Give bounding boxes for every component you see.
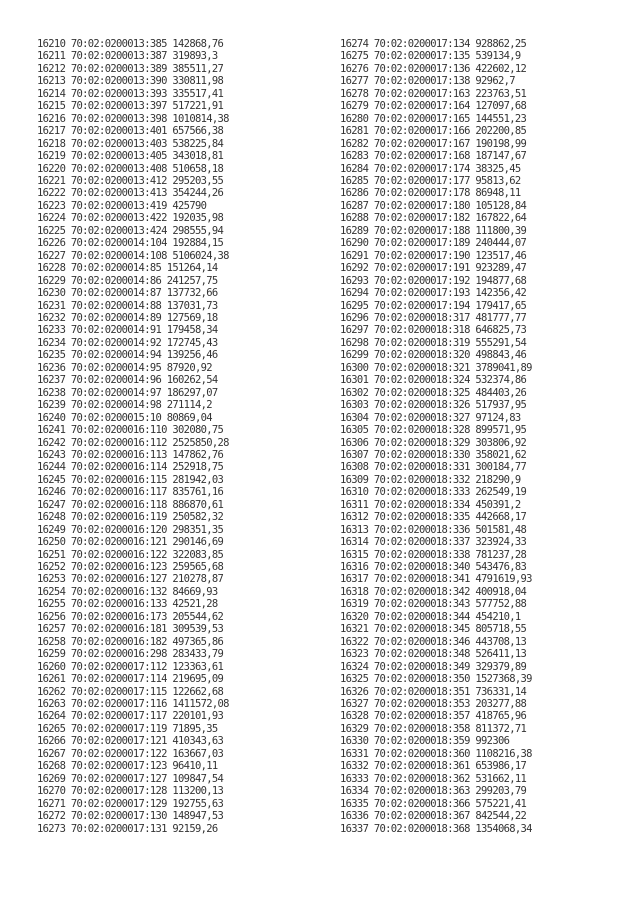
table-row	[37, 449, 329, 461]
table-row	[37, 561, 329, 573]
row-text: 16262 70:02:0200017:115 122662,68	[37, 685, 224, 698]
table-row	[37, 549, 329, 561]
table-row	[340, 187, 632, 199]
table-row	[340, 349, 632, 361]
row-text: 16293 70:02:0200017:192 194877,68	[340, 274, 527, 287]
row-text: 16313 70:02:0200018:336 501581,48	[340, 523, 527, 536]
row-text: 16295 70:02:0200017:194 179417,65	[340, 299, 527, 312]
table-row	[37, 187, 329, 199]
table-row	[340, 63, 632, 75]
row-text: 16286 70:02:0200017:178 86948,11	[340, 187, 521, 200]
table-row	[340, 150, 632, 162]
table-row	[37, 237, 329, 249]
table-row	[340, 250, 632, 262]
row-text: 16308 70:02:0200018:331 300184,77	[340, 461, 527, 474]
row-text: 16210 70:02:0200013:385 142868,76	[37, 38, 224, 50]
row-text: 16217 70:02:0200013:401 657566,38	[37, 125, 224, 138]
row-text: 16291 70:02:0200017:190 123517,46	[340, 249, 527, 262]
table-row	[37, 88, 329, 100]
row-text: 16316 70:02:0200018:340 543476,83	[340, 561, 527, 574]
row-text: 16267 70:02:0200017:122 163667,03	[37, 747, 224, 760]
table-row	[37, 100, 329, 112]
table-row	[340, 698, 632, 710]
table-row	[37, 636, 329, 648]
table-row	[340, 536, 632, 548]
table-row	[37, 374, 329, 386]
row-text: 16233 70:02:0200014:91 179458,34	[37, 324, 218, 337]
row-text: 16298 70:02:0200018:319 555291,54	[340, 336, 527, 349]
table-row	[340, 486, 632, 498]
row-text: 16224 70:02:0200013:422 192035,98	[37, 212, 224, 225]
row-text: 16330 70:02:0200018:359 992306	[340, 735, 510, 748]
table-row	[340, 474, 632, 486]
table-row	[37, 611, 329, 623]
table-row	[37, 337, 329, 349]
row-text: 16215 70:02:0200013:397 517221,91	[37, 100, 224, 113]
table-row	[37, 437, 329, 449]
row-text: 16299 70:02:0200018:320 498843,46	[340, 349, 527, 362]
table-row	[340, 113, 632, 125]
table-row	[37, 63, 329, 75]
row-text: 16327 70:02:0200018:353 203277,88	[340, 698, 527, 711]
table-row	[37, 773, 329, 785]
row-text: 16280 70:02:0200017:165 144551,23	[340, 112, 527, 125]
table-row	[37, 735, 329, 747]
table-row	[37, 287, 329, 299]
row-text: 16284 70:02:0200017:174 38325,45	[340, 162, 521, 175]
row-text: 16229 70:02:0200014:86 241257,75	[37, 274, 218, 287]
table-row	[37, 312, 329, 324]
table-row	[340, 312, 632, 324]
table-row	[37, 524, 329, 536]
row-text: 16322 70:02:0200018:346 443708,13	[340, 635, 527, 648]
table-row	[340, 287, 632, 299]
table-row	[340, 212, 632, 224]
row-text: 16272 70:02:0200017:130 148947,53	[37, 810, 224, 823]
table-row	[340, 723, 632, 735]
table-row	[37, 723, 329, 735]
table-row	[37, 349, 329, 361]
table-row	[340, 38, 632, 50]
table-row	[37, 486, 329, 498]
table-row	[37, 212, 329, 224]
row-text: 16265 70:02:0200017:119 71895,35	[37, 722, 218, 735]
table-row	[340, 262, 632, 274]
table-row	[37, 75, 329, 87]
row-text: 16309 70:02:0200018:332 218290,9	[340, 473, 521, 486]
row-text: 16253 70:02:0200016:127 210278,87	[37, 573, 224, 586]
row-text: 16311 70:02:0200018:334 450391,2	[340, 498, 521, 511]
table-row	[340, 735, 632, 747]
row-text: 16211 70:02:0200013:387 319893,3	[37, 50, 218, 63]
table-row	[37, 499, 329, 511]
row-text: 16331 70:02:0200018:360 1108216,38	[340, 747, 532, 760]
row-text: 16304 70:02:0200018:327 97124,83	[340, 411, 521, 424]
row-text: 16230 70:02:0200014:87 137732,66	[37, 287, 218, 300]
table-row	[340, 374, 632, 386]
table-row	[340, 337, 632, 349]
table-row	[37, 250, 329, 262]
table-row	[340, 125, 632, 137]
row-text: 16310 70:02:0200018:333 262549,19	[340, 486, 527, 499]
row-text: 16306 70:02:0200018:329 303806,92	[340, 436, 527, 449]
row-text: 16260 70:02:0200017:112 123363,61	[37, 660, 224, 673]
row-text: 16275 70:02:0200017:135 539134,9	[340, 50, 521, 63]
row-text: 16252 70:02:0200016:123 259565,68	[37, 561, 224, 574]
table-row	[340, 275, 632, 287]
row-text: 16321 70:02:0200018:345 805718,55	[340, 623, 527, 636]
table-row	[37, 275, 329, 287]
row-text: 16268 70:02:0200017:123 96410,11	[37, 760, 218, 773]
row-text: 16271 70:02:0200017:129 192755,63	[37, 797, 224, 810]
row-text: 16219 70:02:0200013:405 343018,81	[37, 150, 224, 163]
row-text: 16257 70:02:0200016:181 309539,53	[37, 623, 224, 636]
row-text: 16263 70:02:0200017:116 1411572,08	[37, 698, 229, 711]
table-row	[37, 324, 329, 336]
table-row	[37, 648, 329, 660]
table-row	[340, 760, 632, 772]
table-row	[37, 399, 329, 411]
table-row	[340, 785, 632, 797]
table-row	[340, 200, 632, 212]
row-text: 16235 70:02:0200014:94 139256,46	[37, 349, 218, 362]
row-text: 16303 70:02:0200018:326 517937,95	[340, 399, 527, 412]
row-text: 16227 70:02:0200014:108 5106024,38	[37, 249, 229, 262]
row-text: 16318 70:02:0200018:342 400918,04	[340, 585, 527, 598]
table-row	[340, 686, 632, 698]
table-row	[340, 611, 632, 623]
table-row	[340, 823, 632, 835]
table-row	[37, 150, 329, 162]
row-text: 16317 70:02:0200018:341 4791619,93	[340, 573, 532, 586]
table-row	[340, 810, 632, 822]
table-row	[37, 573, 329, 585]
table-row	[37, 262, 329, 274]
table-row	[340, 798, 632, 810]
row-text: 16225 70:02:0200013:424 298555,94	[37, 224, 224, 237]
table-row	[340, 586, 632, 598]
table-row	[340, 623, 632, 635]
table-row	[37, 362, 329, 374]
table-row	[37, 163, 329, 175]
table-row	[340, 324, 632, 336]
row-text: 16238 70:02:0200014:97 186297,07	[37, 386, 218, 399]
row-text: 16242 70:02:0200016:112 2525850,28	[37, 436, 229, 449]
row-text: 16213 70:02:0200013:390 330811,98	[37, 75, 224, 88]
row-text: 16288 70:02:0200017:182 167822,64	[340, 212, 527, 225]
row-text: 16226 70:02:0200014:104 192884,15	[37, 237, 224, 250]
row-text: 16221 70:02:0200013:412 295203,55	[37, 174, 224, 187]
table-row	[340, 748, 632, 760]
row-text: 16264 70:02:0200017:117 220101,93	[37, 710, 224, 723]
table-row	[37, 598, 329, 610]
table-row	[340, 399, 632, 411]
table-row	[340, 237, 632, 249]
table-row	[37, 698, 329, 710]
row-text: 16248 70:02:0200016:119 250582,32	[37, 511, 224, 524]
table-row	[340, 100, 632, 112]
row-text: 16223 70:02:0200013:419 425790	[37, 199, 207, 212]
table-row	[340, 88, 632, 100]
row-text: 16290 70:02:0200017:189 240444,07	[340, 237, 527, 250]
row-text: 16270 70:02:0200017:128 113200,13	[37, 785, 224, 798]
table-row	[340, 549, 632, 561]
row-text: 16333 70:02:0200018:362 531662,11	[340, 772, 527, 785]
row-text: 16236 70:02:0200014:95 87920,92	[37, 361, 212, 374]
row-text: 16285 70:02:0200017:177 95813,62	[340, 174, 521, 187]
row-text: 16297 70:02:0200018:318 646825,73	[340, 324, 527, 337]
table-row	[37, 673, 329, 685]
row-text: 16289 70:02:0200017:188 111800,39	[340, 224, 527, 237]
row-text: 16231 70:02:0200014:88 137031,73	[37, 299, 218, 312]
row-text: 16305 70:02:0200018:328 899571,95	[340, 424, 527, 437]
row-text: 16222 70:02:0200013:413 354244,26	[37, 187, 224, 200]
table-row	[340, 511, 632, 523]
table-row	[340, 387, 632, 399]
table-row	[340, 424, 632, 436]
row-text: 16251 70:02:0200016:122 322083,85	[37, 548, 224, 561]
row-text: 16245 70:02:0200016:115 281942,03	[37, 473, 224, 486]
table-row	[37, 461, 329, 473]
table-row	[340, 499, 632, 511]
row-text: 16328 70:02:0200018:357 418765,96	[340, 710, 527, 723]
right-column	[340, 38, 632, 835]
row-text: 16325 70:02:0200018:350 1527368,39	[340, 673, 532, 686]
row-text: 16294 70:02:0200017:193 142356,42	[340, 287, 527, 300]
row-text: 16273 70:02:0200017:131 92159,26	[37, 822, 218, 835]
table-row	[37, 798, 329, 810]
row-text: 16241 70:02:0200016:110 302080,75	[37, 424, 224, 437]
row-text: 16261 70:02:0200017:114 219695,09	[37, 673, 224, 686]
table-row	[37, 810, 329, 822]
row-text: 16336 70:02:0200018:367 842544,22	[340, 810, 527, 823]
table-row	[340, 163, 632, 175]
row-text: 16278 70:02:0200017:163 223763,51	[340, 87, 527, 100]
table-row	[37, 125, 329, 137]
table-row	[340, 673, 632, 685]
table-row	[37, 710, 329, 722]
row-text: 16334 70:02:0200018:363 299203,79	[340, 785, 527, 798]
table-row	[37, 686, 329, 698]
row-text: 16254 70:02:0200016:132 84669,93	[37, 585, 218, 598]
row-text: 16216 70:02:0200013:398 1010814,38	[37, 112, 229, 125]
table-row	[37, 424, 329, 436]
row-text: 16320 70:02:0200018:344 454210,1	[340, 610, 521, 623]
row-text: 16329 70:02:0200018:358 811372,71	[340, 722, 527, 735]
table-row	[37, 113, 329, 125]
table-row	[37, 200, 329, 212]
row-text: 16240 70:02:0200015:10 80869,04	[37, 411, 212, 424]
row-text: 16282 70:02:0200017:167 190198,99	[340, 137, 527, 150]
row-text: 16277 70:02:0200017:138 92962,7	[340, 75, 515, 88]
table-row	[37, 536, 329, 548]
table-row	[37, 511, 329, 523]
table-row	[340, 661, 632, 673]
row-text: 16301 70:02:0200018:324 532374,86	[340, 374, 527, 387]
row-text: 16323 70:02:0200018:348 526411,13	[340, 648, 527, 661]
row-text: 16239 70:02:0200014:98 271114,2	[37, 399, 212, 412]
row-text: 16220 70:02:0200013:408 510658,18	[37, 162, 224, 175]
table-row	[340, 524, 632, 536]
row-text: 16228 70:02:0200014:85 151264,14	[37, 262, 218, 275]
table-row	[37, 175, 329, 187]
row-text: 16296 70:02:0200018:317 481777,77	[340, 311, 527, 324]
row-text: 16324 70:02:0200018:349 329379,89	[340, 660, 527, 673]
row-text: 16281 70:02:0200017:166 202200,85	[340, 125, 527, 138]
row-text: 16283 70:02:0200017:168 187147,67	[340, 150, 527, 163]
table-row	[37, 661, 329, 673]
row-text: 16234 70:02:0200014:92 172745,43	[37, 336, 218, 349]
table-row	[37, 785, 329, 797]
row-text: 16256 70:02:0200016:173 205544,62	[37, 610, 224, 623]
table-row	[340, 449, 632, 461]
left-column	[37, 38, 329, 835]
row-text: 16337 70:02:0200018:368 1354068,34	[340, 822, 532, 835]
table-row	[340, 598, 632, 610]
row-text: 16250 70:02:0200016:121 290146,69	[37, 536, 224, 549]
row-text: 16274 70:02:0200017:134 928862,25	[340, 38, 527, 50]
table-row	[37, 823, 329, 835]
table-row	[340, 648, 632, 660]
row-text: 16312 70:02:0200018:335 442668,17	[340, 511, 527, 524]
row-text: 16255 70:02:0200016:133 42521,28	[37, 598, 218, 611]
row-text: 16319 70:02:0200018:343 577752,88	[340, 598, 527, 611]
table-row	[37, 412, 329, 424]
table-row	[340, 412, 632, 424]
table-row	[37, 387, 329, 399]
table-row	[340, 636, 632, 648]
table-row	[340, 561, 632, 573]
row-text: 16237 70:02:0200014:96 160262,54	[37, 374, 218, 387]
row-text: 16243 70:02:0200016:113 147862,76	[37, 448, 224, 461]
table-row	[37, 586, 329, 598]
row-text: 16249 70:02:0200016:120 298351,35	[37, 523, 224, 536]
row-text: 16212 70:02:0200013:389 385511,27	[37, 62, 224, 75]
row-text: 16232 70:02:0200014:89 127569,18	[37, 311, 218, 324]
row-text: 16246 70:02:0200016:117 835761,16	[37, 486, 224, 499]
row-text: 16258 70:02:0200016:182 497365,86	[37, 635, 224, 648]
table-row	[340, 225, 632, 237]
row-text: 16266 70:02:0200017:121 410343,63	[37, 735, 224, 748]
table-row	[37, 138, 329, 150]
table-row	[37, 50, 329, 62]
table-row	[340, 437, 632, 449]
table-row	[37, 225, 329, 237]
row-text: 16307 70:02:0200018:330 358021,62	[340, 448, 527, 461]
table-row	[340, 50, 632, 62]
row-text: 16335 70:02:0200018:366 575221,41	[340, 797, 527, 810]
table-row	[340, 300, 632, 312]
row-text: 16218 70:02:0200013:403 538225,84	[37, 137, 224, 150]
table-row	[340, 710, 632, 722]
table-row	[340, 461, 632, 473]
row-text: 16276 70:02:0200017:136 422602,12	[340, 62, 527, 75]
row-text: 16287 70:02:0200017:180 105128,84	[340, 199, 527, 212]
row-text: 16269 70:02:0200017:127 109847,54	[37, 772, 224, 785]
table-row	[340, 175, 632, 187]
row-text: 16314 70:02:0200018:337 323924,33	[340, 536, 527, 549]
table-row	[37, 748, 329, 760]
row-text: 16244 70:02:0200016:114 252918,75	[37, 461, 224, 474]
table-row	[340, 138, 632, 150]
row-text: 16214 70:02:0200013:393 335517,41	[37, 87, 224, 100]
table-row	[340, 573, 632, 585]
table-row	[340, 75, 632, 87]
row-text: 16292 70:02:0200017:191 923289,47	[340, 262, 527, 275]
table-row	[37, 623, 329, 635]
row-text: 16315 70:02:0200018:338 781237,28	[340, 548, 527, 561]
row-text: 16332 70:02:0200018:361 653986,17	[340, 760, 527, 773]
table-row	[37, 38, 329, 50]
table-row	[37, 300, 329, 312]
table-row	[37, 760, 329, 772]
row-text: 16326 70:02:0200018:351 736331,14	[340, 685, 527, 698]
table-row	[340, 773, 632, 785]
row-text: 16247 70:02:0200016:118 886870,61	[37, 498, 224, 511]
row-text: 16302 70:02:0200018:325 484403,26	[340, 386, 527, 399]
row-text: 16300 70:02:0200018:321 3789041,89	[340, 361, 532, 374]
row-text: 16279 70:02:0200017:164 127097,68	[340, 100, 527, 113]
table-row	[340, 362, 632, 374]
row-text: 16259 70:02:0200016:298 283433,79	[37, 648, 224, 661]
table-row	[37, 474, 329, 486]
